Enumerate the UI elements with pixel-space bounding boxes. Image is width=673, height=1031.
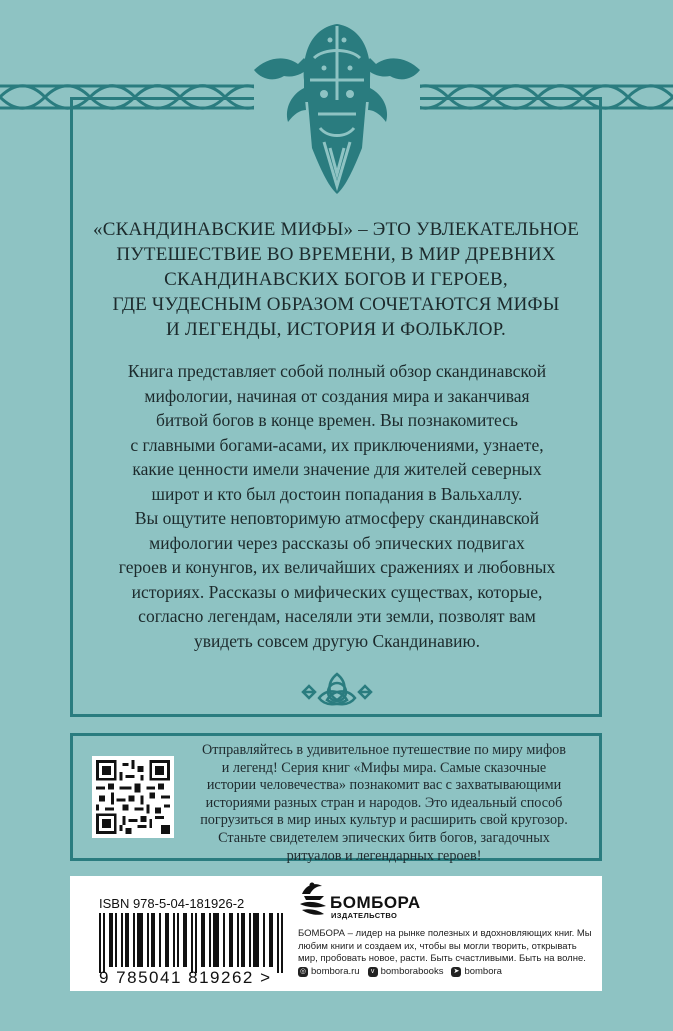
body-line: Книга представляет собой полный обзор скандинавской — [127, 361, 547, 381]
publisher-name: БОМБОРА — [330, 893, 421, 912]
contact-text: bombora.ru — [311, 966, 360, 977]
isbn-label: ISBN 978-5-04-181926-2 — [99, 896, 245, 911]
series-description — [180, 742, 588, 865]
publisher-subtitle: ИЗДАТЕЛЬСТВО — [331, 911, 398, 920]
description-paragraph — [100, 359, 574, 653]
lead-line: «СКАНДИНАВСКИЕ МИФЫ» – ЭТО УВЛЕКАТЕЛЬНОЕ — [93, 219, 579, 240]
publisher-description: БОМБОРА – лидер на рынке полезных и вдохновляющих книг. Мы любим книги и создаем их, чтобы вы могли творить, открывать мир, пробовать новое, расти. Быть счастливыми. Быть на волне. — [298, 928, 592, 964]
body-line: увидеть совсем другую Скандинавию. — [194, 630, 480, 651]
series-line: ритуалов и легендарных героев! — [286, 847, 482, 864]
contact-text: bomborabooks — [380, 966, 444, 977]
telegram-icon: ➤ — [451, 967, 461, 977]
body-line: битвой богов в конце времен. Вы познакомитесь — [156, 410, 518, 430]
body-line: какие ценности имели значение для жителей северных — [132, 459, 542, 479]
body-line: Вы ощутите неповторимую атмосферу скандинавской — [134, 508, 540, 528]
globe-icon: ◎ — [299, 967, 307, 975]
lead-paragraph — [90, 217, 582, 342]
contact-text: bombora — [464, 966, 502, 977]
odin-helmet-emblem-icon — [254, 18, 420, 200]
series-line: и легенд! Серия книг «Мифы мира. Самые сказочные — [221, 759, 547, 776]
vk-icon: v — [368, 967, 378, 977]
lead-line: ГДЕ ЧУДЕСНЫМ ОБРАЗОМ СОЧЕТАЮТСЯ МИФЫ — [112, 294, 560, 315]
publisher-contacts — [298, 966, 598, 977]
body-line: согласно легендам, населяли эти земли, позволят вам — [138, 606, 536, 626]
triquetra-knot-icon — [297, 670, 377, 710]
series-line: Станьте свидетелем эпических битв богов, загадочных — [218, 829, 550, 846]
lead-line: СКАНДИНАВСКИХ БОГОВ И ГЕРОЕВ, — [164, 269, 508, 290]
series-line: Отправляйтесь в удивительное путешествие по миру мифов — [202, 742, 566, 758]
bombora-logo-icon — [298, 880, 328, 918]
contact-website[interactable] — [298, 966, 360, 977]
body-line: широт и кто был достоин попадания в Вальхаллу. — [151, 483, 523, 504]
barcode-icon — [99, 913, 289, 973]
series-line: погрузиться в мир иных культур и расширить свой кругозор. — [200, 812, 568, 829]
lead-line: ПУТЕШЕСТВИЕ ВО ВРЕМЕНИ, В МИР ДРЕВНИХ — [116, 244, 556, 265]
lead-line: И ЛЕГЕНДЫ, ИСТОРИЯ И ФОЛЬКЛОР. — [166, 319, 506, 340]
qr-code-icon[interactable] — [92, 756, 174, 838]
series-line: истории человечества» познакомит вас с захватывающими — [206, 777, 562, 794]
body-line: с главными богами-асами, их приключениями, узнаете, — [130, 434, 544, 455]
body-line: историях. Рассказы о мифических существах, которые, — [131, 581, 543, 602]
body-line: героев и конунгов, их величайших сражениях и любовных — [118, 557, 556, 577]
series-line: историями разных стран и народов. Это идеальный способ — [205, 794, 563, 811]
contact-telegram[interactable] — [451, 966, 502, 977]
barcode-digits: 9 785041 819262 > — [99, 968, 272, 987]
contact-vk[interactable] — [368, 966, 444, 977]
body-line: мифологии, начиная от создания мира и заканчивая — [144, 385, 530, 406]
body-line: мифологии через рассказы об эпических подвигах — [149, 532, 525, 553]
